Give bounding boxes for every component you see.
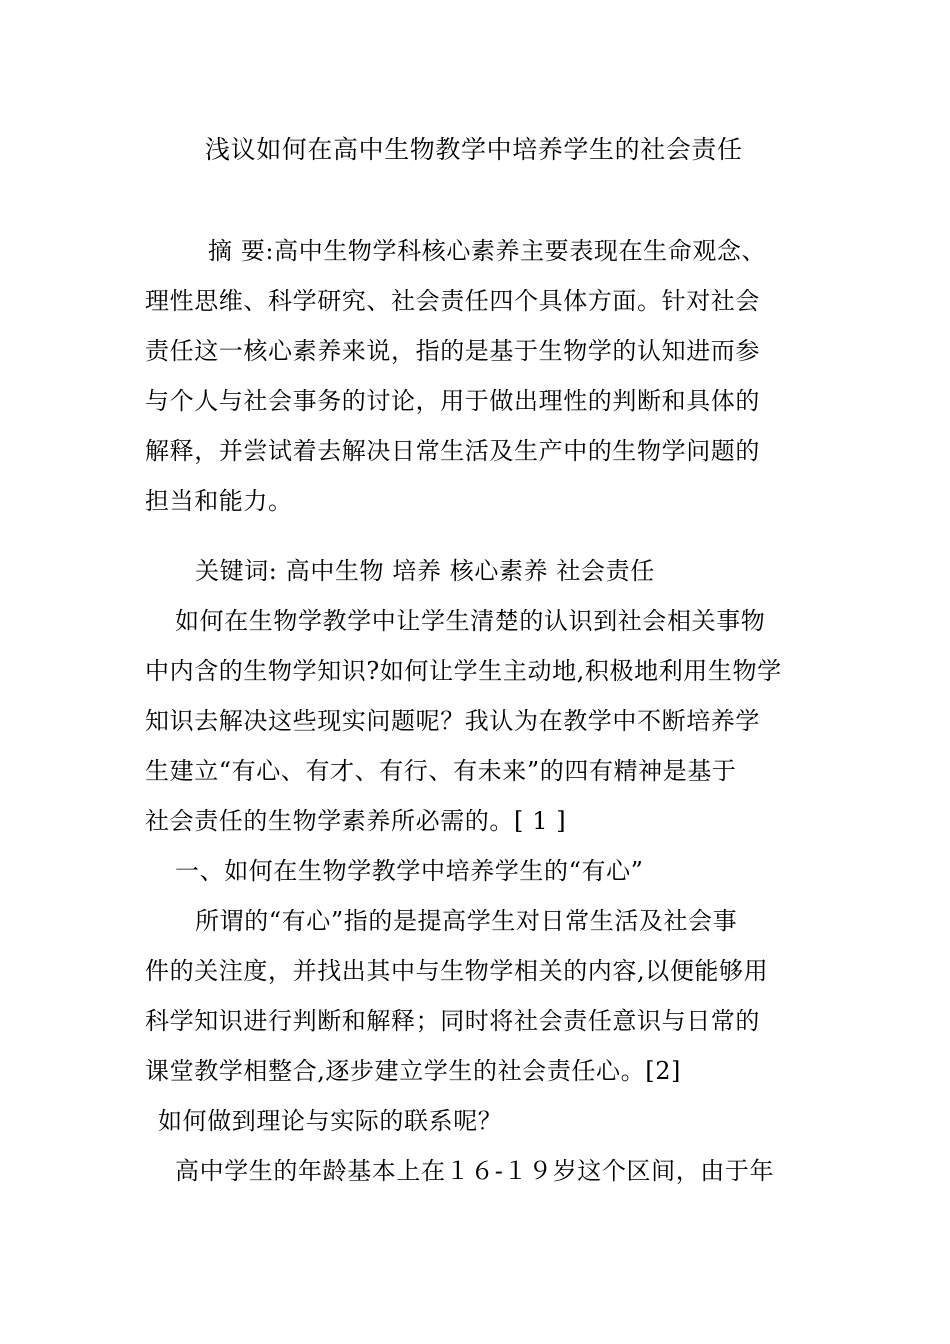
paragraph-line: 件的关注度，并找出其中与生物学相关的内容,以便能够用 [145,957,769,985]
intro-line: 社会责任的生物学素养所必需的。[ 1 ] [145,807,567,835]
paragraph-line: 科学知识进行判断和解释；同时将社会责任意识与日常的 [145,1007,760,1035]
question-line: 如何做到理论与实际的联系呢？ [158,1107,503,1135]
keywords-line: 关键词: 高中生物 培养 核心素养 社会责任 [195,557,655,585]
document-title: 浅议如何在高中生物教学中培养学生的社会责任 [205,135,743,164]
section-heading: 一、如何在生物学教学中培养学生的“有心” [175,857,644,885]
intro-line: 知识去解决这些现实问题呢？我认为在教学中不断培养学 [145,707,760,735]
paragraph-line: 课堂教学相整合,逐步建立学生的社会责任心。[2] [145,1057,682,1085]
intro-line: 如何在生物学教学中让学生清楚的认识到社会相关事物 [175,607,766,635]
abstract-line: 担当和能力。 [145,487,293,515]
abstract-line: 责任这一核心素养来说，指的是基于生物学的认知进而参 [145,337,760,365]
abstract-line: 与个人与社会事务的讨论，用于做出理性的判断和具体的 [145,387,760,415]
intro-line: 生建立“有心、有才、有行、有未来”的四有精神是基于 [145,757,737,785]
intro-line: 中内含的生物学知识?如何让学生主动地,积极地利用生物学 [145,657,782,685]
abstract-line: 摘 要:高中生物学科核心素养主要表现在生命观念、 [208,237,767,265]
paragraph-line: 高中学生的年龄基本上在１６-１９岁这个区间，由于年 [175,1157,775,1185]
abstract-line: 解释，并尝试着去解决日常生活及生产中的生物学问题的 [145,437,760,465]
paragraph-line: 所谓的“有心”指的是提高学生对日常生活及社会事 [195,907,738,935]
abstract-line: 理性思维、科学研究、社会责任四个具体方面。针对社会 [145,287,760,315]
